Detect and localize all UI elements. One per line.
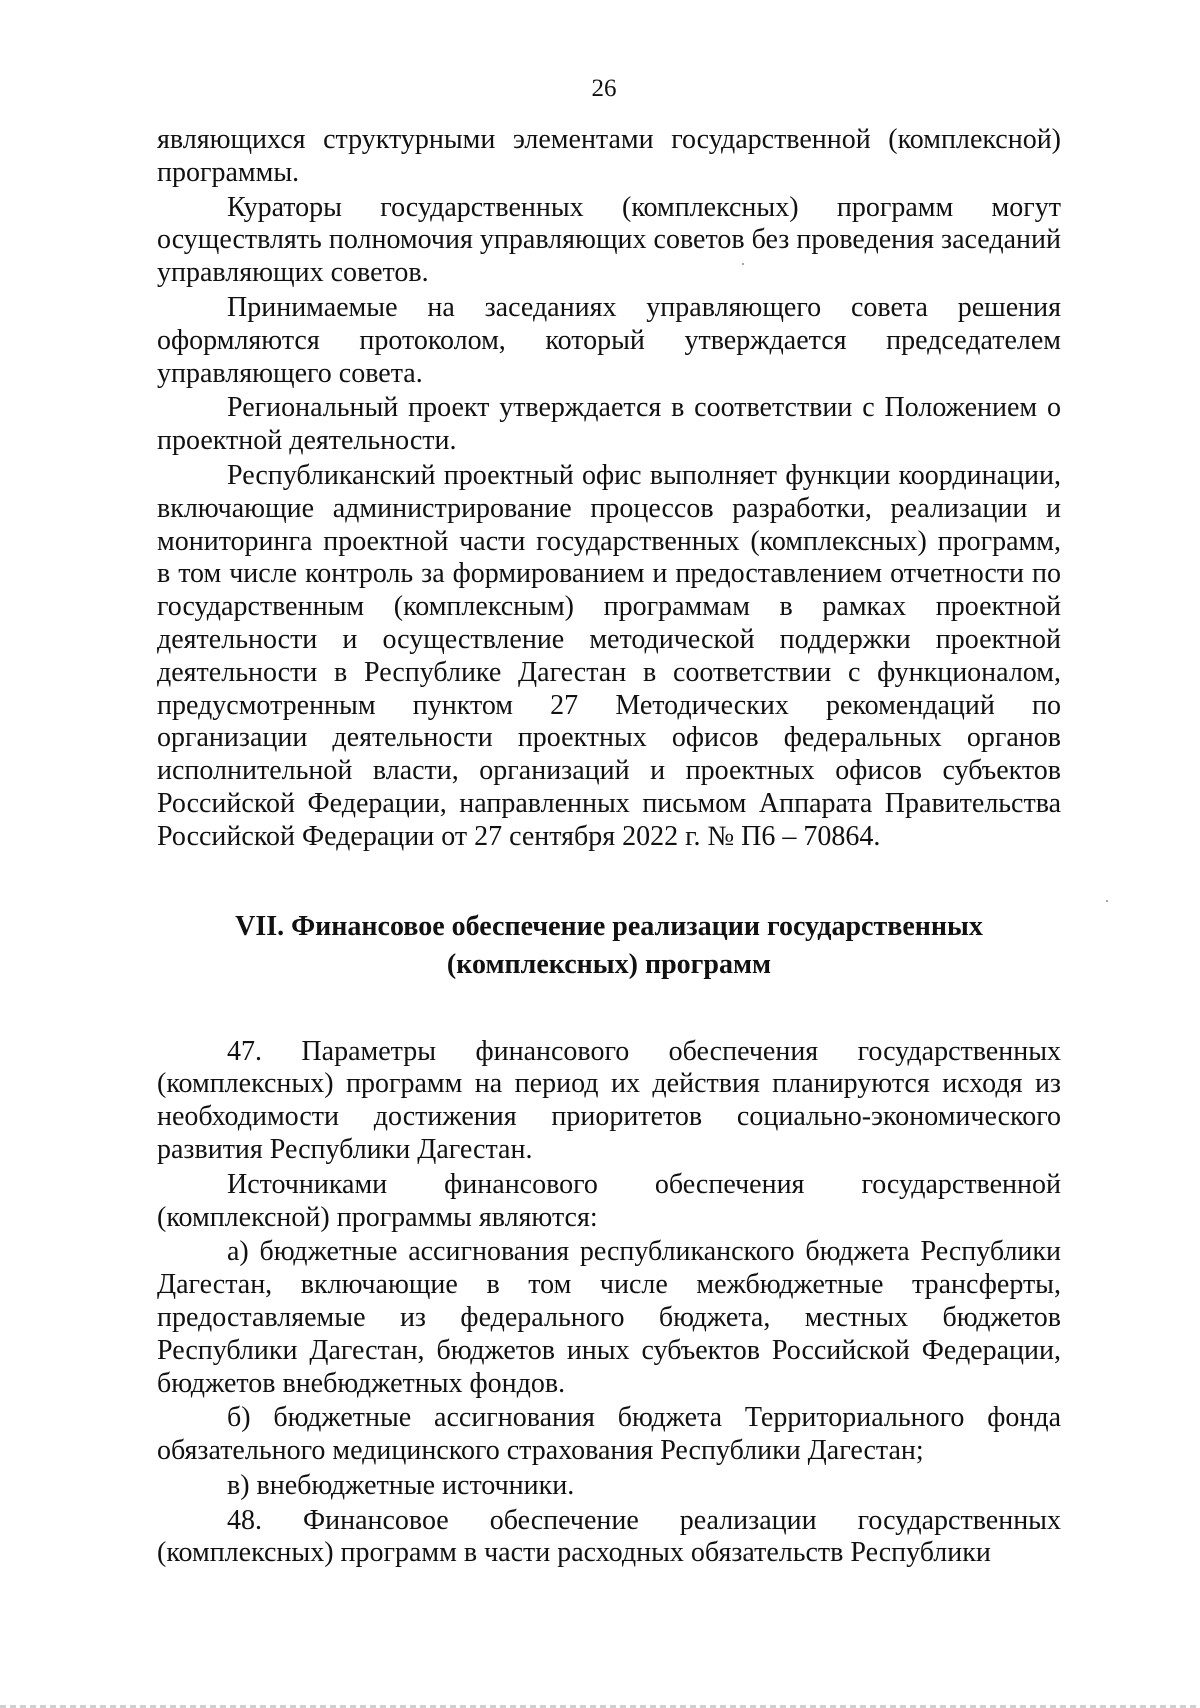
paragraph: Региональный проект утверждается в соответствии с Положением о проектной деятельности.: [157, 392, 1061, 457]
paragraph: Принимаемые на заседаниях управляющего совета решения оформляются протоколом, который утверждается председателем управляющего совета.: [157, 291, 1061, 389]
scan-artifact: [1106, 900, 1108, 902]
section-heading-line: (комплексных) программ: [446, 948, 772, 980]
paragraph: Республиканский проектный офис выполняет функции координации, включающие администрирование процессов разработки, реализации и мониторинга проектной части государственных (комплексных) программ, в том числе контроль за формированием и предоставлением отчетности по государственным (комплексным) программам в рамках проектной деятельности и осуществление методической поддержки проектной деятельности в Республике Дагестан в соответствии с функционалом, предусмотренным пунктом 27 Методических рекомендаций по организации деятельности проектных офисов федеральных органов исполнительной власти, организаций и проектных офисов субъектов Российской Федерации, направленных письмом Аппарата Правительства Российской Федерации от 27 сентября 2022 г. № П6 – 70864.: [157, 459, 1061, 852]
paragraph: 47. Параметры финансового обеспечения государственных (комплексных) программ на период их действия планируются исходя из необходимости достижения приоритетов социально-экономического развития Республики Дагестан.: [157, 1035, 1061, 1165]
page-number: 26: [591, 75, 617, 102]
scan-artifact: [742, 263, 744, 265]
section-heading: [157, 908, 1061, 984]
document-body: [157, 124, 1061, 1572]
paragraph: являющихся структурными элементами государственной (комплексной) программы.: [157, 124, 1061, 188]
list-item: б) бюджетные ассигнования бюджета Территориального фонда обязательного медицинского страхования Республики Дагестан;: [157, 1402, 1061, 1467]
paragraph: 48. Финансовое обеспечение реализации государственных (комплексных) программ в части расходных обязательств Республики: [157, 1504, 1061, 1569]
section-heading-line: VII. Финансовое обеспечение реализации государственных: [235, 910, 983, 942]
list-item: а) бюджетные ассигнования республиканского бюджета Республики Дагестан, включающие в том числе межбюджетные трансферты, предоставляемые из федерального бюджета, местных бюджетов Республики Дагестан, бюджетов иных субъектов Российской Федерации, бюджетов внебюджетных фондов.: [157, 1236, 1061, 1399]
paragraph: Кураторы государственных (комплексных) программ могут осуществлять полномочия управляющих советов без проведения заседаний управляющих советов.: [157, 191, 1061, 289]
list-item: в) внебюджетные источники.: [227, 1469, 575, 1501]
paragraph: Источниками финансового обеспечения государственной (комплексной) программы являются:: [157, 1168, 1061, 1233]
